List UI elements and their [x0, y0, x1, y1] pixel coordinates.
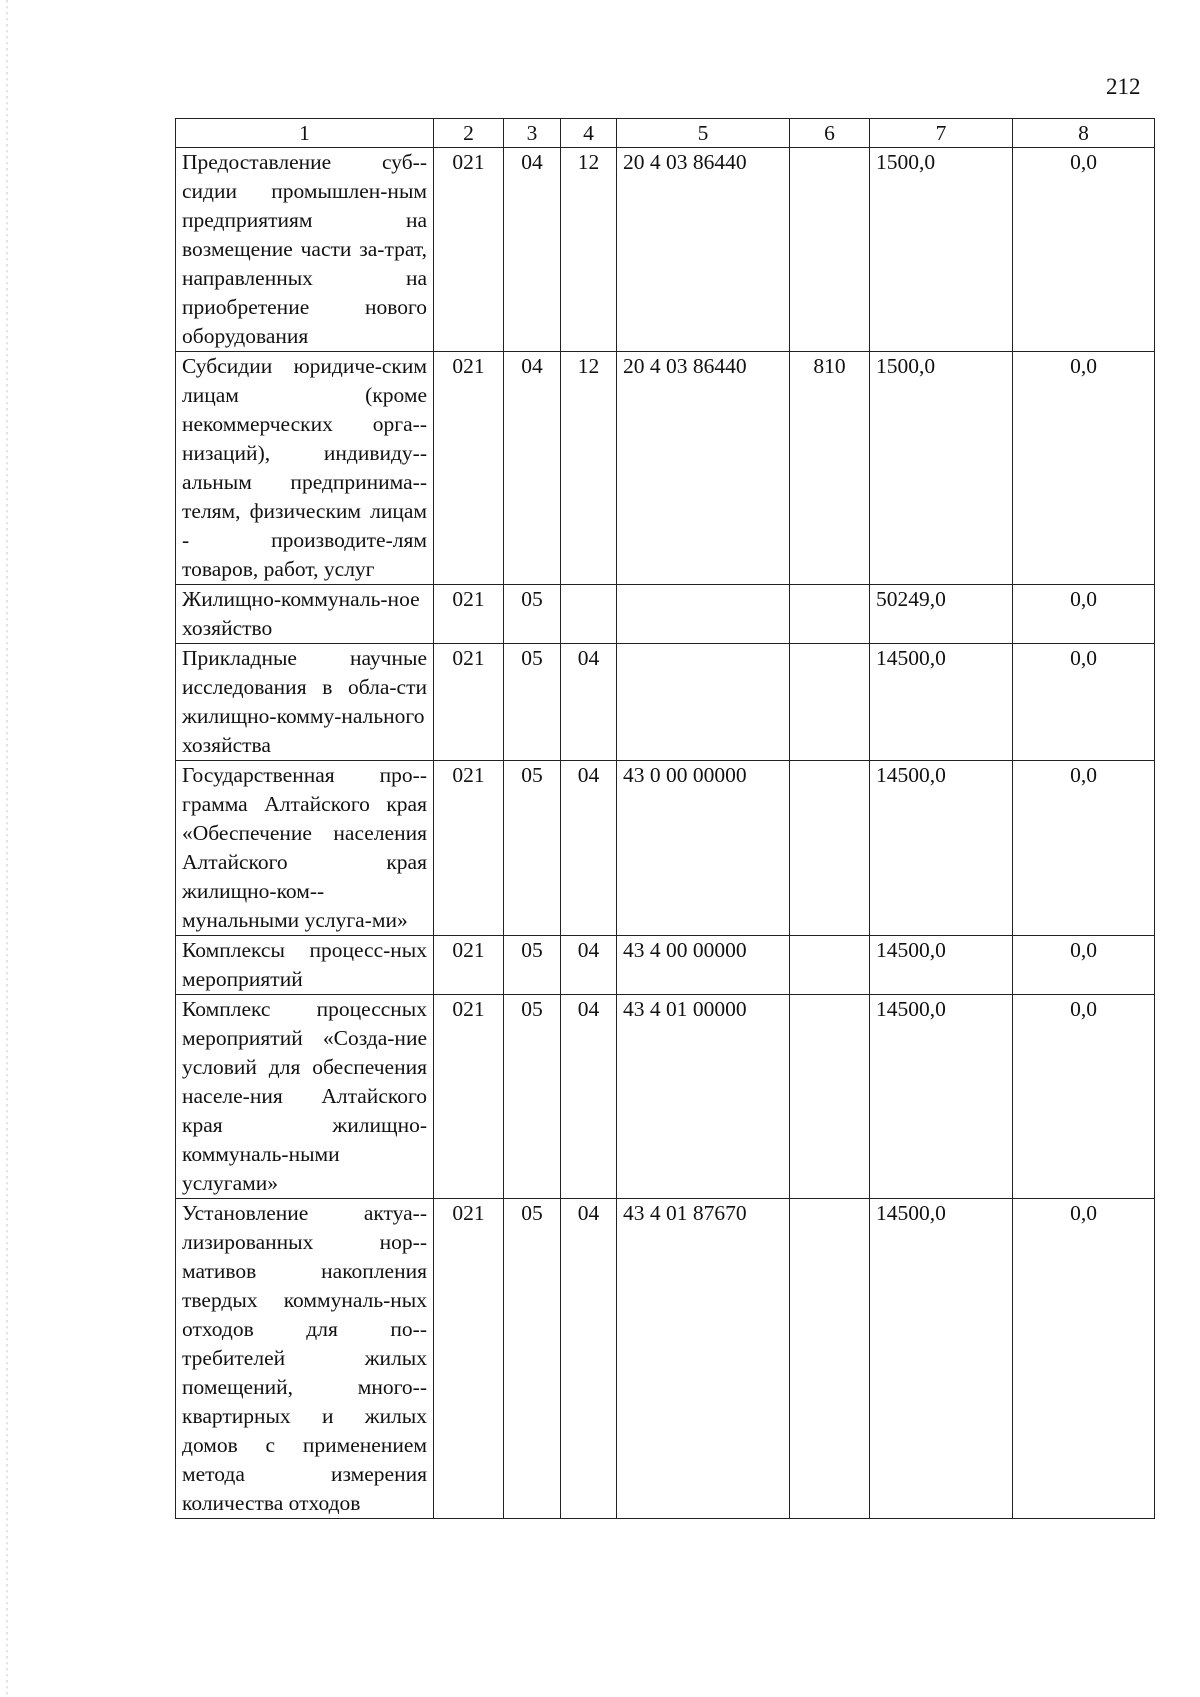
row-col-7: 14500,0 — [870, 644, 1013, 761]
row-col-6 — [790, 936, 870, 995]
row-col-3: 04 — [504, 352, 561, 585]
row-col-6 — [790, 761, 870, 936]
row-col-5 — [617, 585, 790, 644]
row-col-3: 05 — [504, 761, 561, 936]
row-name: Государственная про-грамма Алтайского края «Обеспечение населения Алтайского края жилищно-ком-мунальными услуга-ми» — [176, 761, 434, 936]
table-row — [176, 761, 1155, 936]
row-name: Установление актуа-лизированных нор-мативов накопления твердых коммуналь-ных отходов для по-требителей жилых помещений, много-квартирных и жилых домов с применением метода измерения количества отходов — [176, 1199, 434, 1519]
row-col-5: 43 4 00 00000 — [617, 936, 790, 995]
row-col-6 — [790, 585, 870, 644]
row-name: Жилищно-коммуналь-ное хозяйство — [176, 585, 434, 644]
row-col-4: 12 — [561, 148, 617, 352]
row-col-6: 810 — [790, 352, 870, 585]
page-number: 212 — [1106, 74, 1141, 99]
row-col-4: 04 — [561, 936, 617, 995]
header-cell-6: 6 — [790, 119, 870, 148]
row-col-8: 0,0 — [1013, 995, 1155, 1199]
row-name: Предоставление суб-сидии промышлен-ным предприятиям на возмещение части за-трат, направленных на приобретение нового оборудования — [176, 148, 434, 352]
row-col-2: 021 — [434, 148, 504, 352]
row-col-3: 05 — [504, 1199, 561, 1519]
row-col-8: 0,0 — [1013, 148, 1155, 352]
row-col-7: 1500,0 — [870, 352, 1013, 585]
row-col-7: 1500,0 — [870, 148, 1013, 352]
table-row — [176, 995, 1155, 1199]
row-col-6 — [790, 644, 870, 761]
row-col-7: 14500,0 — [870, 1199, 1013, 1519]
row-col-3: 04 — [504, 148, 561, 352]
row-col-3: 05 — [504, 644, 561, 761]
row-col-4: 04 — [561, 761, 617, 936]
budget-table — [175, 118, 1155, 1519]
header-cell-3: 3 — [504, 119, 561, 148]
row-col-2: 021 — [434, 585, 504, 644]
row-col-4: 12 — [561, 352, 617, 585]
row-col-4: 04 — [561, 1199, 617, 1519]
row-col-2: 021 — [434, 644, 504, 761]
header-cell-4: 4 — [561, 119, 617, 148]
row-col-5: 43 4 01 87670 — [617, 1199, 790, 1519]
row-col-8: 0,0 — [1013, 585, 1155, 644]
row-name: Субсидии юридиче-ским лицам (кроме некоммерческих орга-низаций), индивиду-альным предпринима-телям, физическим лицам - производите-лям товаров, работ, услуг — [176, 352, 434, 585]
table-row — [176, 585, 1155, 644]
row-col-6 — [790, 148, 870, 352]
header-cell-1: 1 — [176, 119, 434, 148]
header-cell-7: 7 — [870, 119, 1013, 148]
row-col-6 — [790, 1199, 870, 1519]
table-row — [176, 644, 1155, 761]
row-col-2: 021 — [434, 936, 504, 995]
row-col-5: 20 4 03 86440 — [617, 148, 790, 352]
header-cell-5: 5 — [617, 119, 790, 148]
row-col-7: 50249,0 — [870, 585, 1013, 644]
row-col-5 — [617, 644, 790, 761]
row-col-8: 0,0 — [1013, 761, 1155, 936]
row-col-2: 021 — [434, 995, 504, 1199]
row-col-4: 04 — [561, 995, 617, 1199]
row-name: Прикладные научные исследования в обла-сти жилищно-комму-нального хозяйства — [176, 644, 434, 761]
table-row — [176, 936, 1155, 995]
row-col-3: 05 — [504, 936, 561, 995]
row-name: Комплекс процессных мероприятий «Созда-ние условий для обеспечения населе-ния Алтайского края жилищно-коммуналь-ными услугами» — [176, 995, 434, 1199]
row-col-5: 43 4 01 00000 — [617, 995, 790, 1199]
row-col-2: 021 — [434, 1199, 504, 1519]
row-col-7: 14500,0 — [870, 995, 1013, 1199]
row-name: Комплексы процесс-ных мероприятий — [176, 936, 434, 995]
row-col-3: 05 — [504, 995, 561, 1199]
row-col-4 — [561, 585, 617, 644]
row-col-8: 0,0 — [1013, 936, 1155, 995]
header-cell-2: 2 — [434, 119, 504, 148]
row-col-7: 14500,0 — [870, 761, 1013, 936]
table-row — [176, 148, 1155, 352]
row-col-3: 05 — [504, 585, 561, 644]
row-col-7: 14500,0 — [870, 936, 1013, 995]
row-col-5: 20 4 03 86440 — [617, 352, 790, 585]
table-row — [176, 1199, 1155, 1519]
row-col-2: 021 — [434, 761, 504, 936]
table-row — [176, 352, 1155, 585]
row-col-6 — [790, 995, 870, 1199]
row-col-8: 0,0 — [1013, 644, 1155, 761]
row-col-5: 43 0 00 00000 — [617, 761, 790, 936]
scan-margin-artifact — [6, 0, 8, 1697]
header-row — [176, 119, 1155, 148]
row-col-8: 0,0 — [1013, 1199, 1155, 1519]
row-col-2: 021 — [434, 352, 504, 585]
row-col-4: 04 — [561, 644, 617, 761]
header-cell-8: 8 — [1013, 119, 1155, 148]
row-col-8: 0,0 — [1013, 352, 1155, 585]
